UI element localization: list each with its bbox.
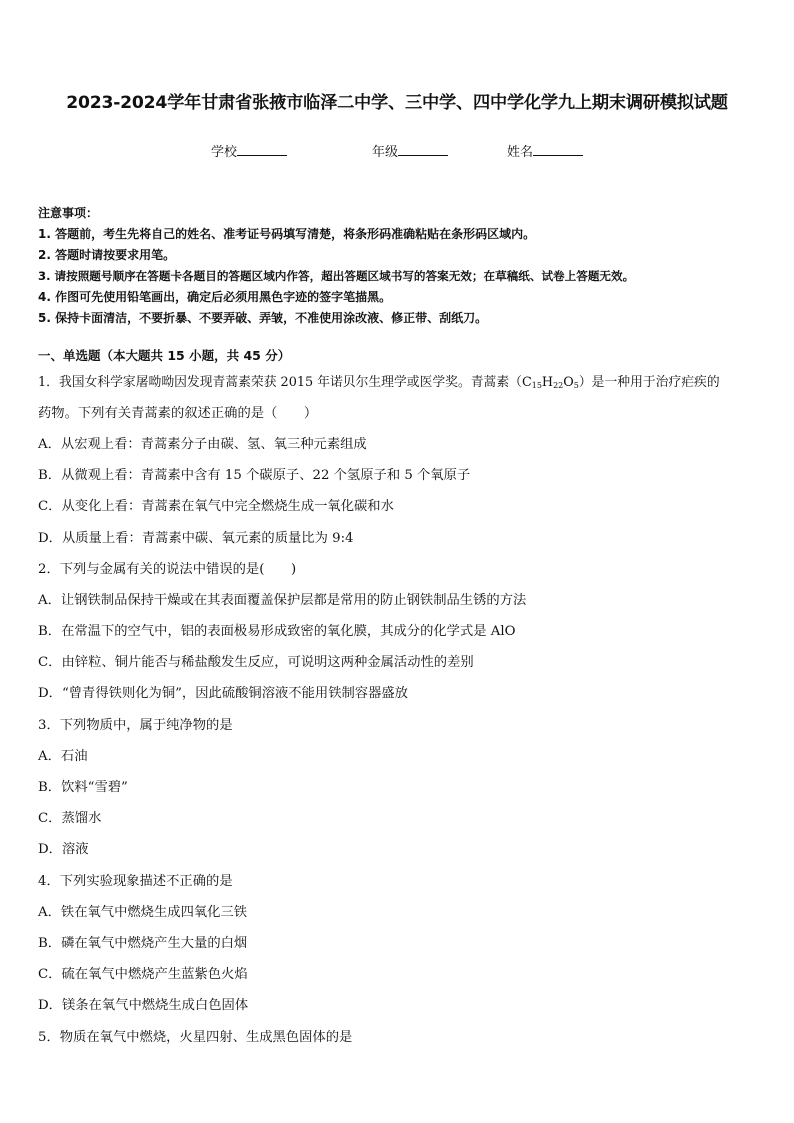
- question-4-stem: 4．下列实验现象描述不正确的是: [38, 874, 233, 889]
- q2-option-a: A．让钢铁制品保持干燥或在其表面覆盖保护层都是常用的防止钢铁制品生锈的方法: [38, 593, 527, 608]
- note-item: 3. 请按照题号顺序在答题卡各题目的答题区域内作答，超出答题区域书写的答案无效；在草稿纸、试卷上答题无效。: [38, 269, 635, 283]
- q3-option-c: C．蒸馏水: [38, 811, 102, 826]
- exam-title: 2023-2024学年甘肃省张掖市临泽二中学、三中学、四中学化学九上期末调研模拟试题: [66, 93, 728, 113]
- q3-option-b: B．饮料“雪碧”: [38, 780, 128, 795]
- grade-field[interactable]: [372, 141, 448, 160]
- question-3-stem: 3．下列物质中，属于纯净物的是: [38, 718, 233, 733]
- note-item: 4. 作图可先使用铅笔画出，确定后必须用黑色字迹的签字笔描黑。: [38, 290, 392, 304]
- grade-label: 年级: [372, 145, 399, 160]
- q1-option-c: C．从变化上看：青蒿素在氧气中完全燃烧生成一氧化碳和水: [38, 499, 394, 514]
- school-field[interactable]: [211, 141, 287, 160]
- note-item: 2. 答题时请按要求用笔。: [38, 248, 176, 262]
- q1-text-a: 1．我国女科学家屠呦呦因发现青蒿素荣获 2015 年诺贝尔生理学或医学奖。青蒿素（C: [38, 375, 532, 390]
- question-1-stem-line1: [38, 373, 720, 393]
- name-label: 姓名: [507, 145, 534, 160]
- q4-option-d: D．镁条在氧气中燃烧生成白色固体: [38, 998, 249, 1013]
- q4-option-b: B．磷在氧气中燃烧产生大量的白烟: [38, 936, 248, 951]
- q2-option-b: B．在常温下的空气中，铝的表面极易形成致密的氧化膜，其成分的化学式是 AlO: [38, 624, 516, 639]
- q1-sub-5: 5: [573, 381, 579, 390]
- question-1-stem-line2: 药物。下列有关青蒿素的叙述正确的是（ ）: [38, 406, 318, 421]
- q1-text-b: ）是一种用于治疗疟疾的: [578, 375, 720, 390]
- q4-option-a: A．铁在氧气中燃烧生成四氧化三铁: [38, 905, 248, 920]
- q2-option-c: C．由锌粒、铜片能否与稀盐酸发生反应，可说明这两种金属活动性的差别: [38, 655, 474, 670]
- q2-option-d: D．“曾青得铁则化为铜”，因此硫酸铜溶液不能用铁制容器盛放: [38, 686, 408, 701]
- name-blank[interactable]: [533, 143, 583, 156]
- note-item: 5. 保持卡面清洁，不要折暴、不要弄破、弄皱，不准使用涂改液、修正带、刮纸刀。: [38, 311, 488, 325]
- question-5-stem: 5．物质在氧气中燃烧，火星四射、生成黑色固体的是: [38, 1030, 353, 1045]
- q1-sub-22: 22: [553, 381, 564, 390]
- q1-option-b: B．从微观上看：青蒿素中含有 15 个碳原子、22 个氢原子和 5 个氧原子: [38, 468, 471, 483]
- q1-o: O: [563, 375, 574, 390]
- q3-option-a: A．石油: [38, 749, 88, 764]
- grade-blank[interactable]: [398, 143, 448, 156]
- name-field[interactable]: [507, 141, 583, 160]
- q1-option-a: A．从宏观上看：青蒿素分子由碳、氢、氧三种元素组成: [38, 437, 367, 452]
- q1-sub-15: 15: [531, 381, 542, 390]
- school-blank[interactable]: [237, 143, 287, 156]
- student-info-row: [0, 141, 794, 161]
- school-label: 学校: [211, 145, 238, 160]
- notes-heading: 注意事项：: [38, 206, 99, 220]
- section-title: 一、单选题（本大题共 15 小题，共 45 分）: [38, 348, 291, 363]
- note-item: 1. 答题前，考生先将自己的姓名、准考证号码填写清楚，将条形码准确粘贴在条形码区域内。: [38, 227, 536, 241]
- q3-option-d: D．溶液: [38, 842, 89, 857]
- notes-block: [38, 203, 768, 329]
- question-2-stem: 2．下列与金属有关的说法中错误的是( ): [38, 562, 297, 577]
- q1-h: H: [541, 375, 554, 390]
- q1-option-d: D．从质量上看：青蒿素中碳、氧元素的质量比为 9:4: [38, 531, 354, 546]
- q4-option-c: C．硫在氧气中燃烧产生蓝紫色火焰: [38, 967, 248, 982]
